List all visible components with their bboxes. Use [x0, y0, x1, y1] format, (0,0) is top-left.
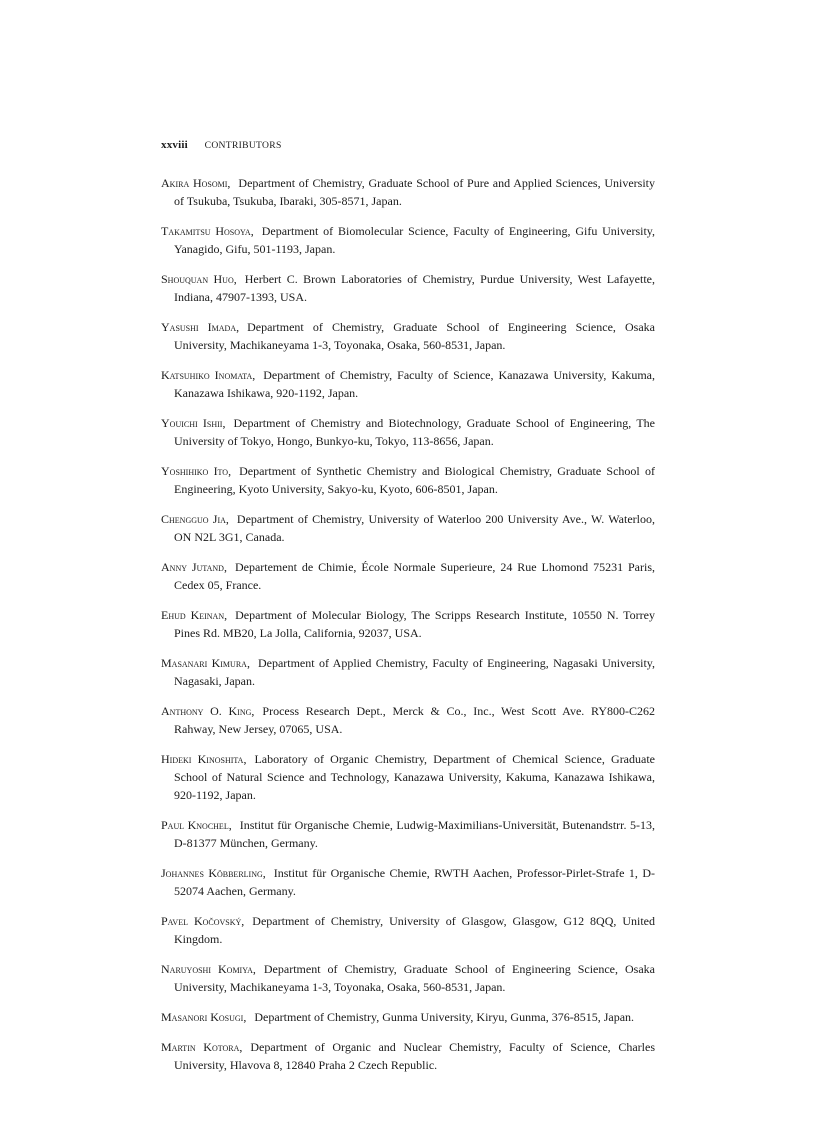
contributor-name: Masanari Kimura, — [161, 656, 250, 670]
contributor-affiliation: Department of Chemistry, Graduate School of Engineering Science, Osaka University, Machikaneyama 1-3, Toyonaka, Osaka, 560-8531, Japan. — [174, 962, 655, 994]
contributor-name: Shouquan Huo, — [161, 272, 237, 286]
contributor-entry — [161, 462, 655, 498]
contributor-entry — [161, 864, 655, 900]
contributor-entry — [161, 654, 655, 690]
contributor-name: Youichi Ishii, — [161, 416, 226, 430]
contributor-affiliation: Herbert C. Brown Laboratories of Chemistry, Purdue University, West Lafayette, Indiana, 47907-1393, USA. — [174, 272, 655, 304]
contributor-affiliation: Institut für Organische Chemie, RWTH Aachen, Professor-Pirlet-Strafe 1, D-52074 Aachen, Germany. — [174, 866, 655, 898]
contributor-affiliation: Department of Applied Chemistry, Faculty of Engineering, Nagasaki University, Nagasaki, Japan. — [174, 656, 656, 688]
contributor-name: Pavel Kočovský, — [161, 914, 245, 928]
contributor-affiliation: Department of Chemistry, University of Waterloo 200 University Ave., W. Waterloo, ON N2L 3G1, Canada. — [174, 512, 655, 544]
contributor-affiliation: Department of Molecular Biology, The Scripps Research Institute, 10550 N. Torrey Pines Rd. MB20, La Jolla, California, 92037, USA. — [174, 608, 655, 640]
contributor-affiliation: Process Research Dept., Merck & Co., Inc., West Scott Ave. RY800-C262 Rahway, New Jersey, 07065, USA. — [174, 704, 655, 736]
contributor-name: Ehud Keinan, — [161, 608, 228, 622]
contributor-entry — [161, 558, 655, 594]
contributor-entry — [161, 318, 655, 354]
contributor-name: Katsuhiko Inomata, — [161, 368, 256, 382]
contributor-affiliation: Department of Chemistry, Graduate School of Pure and Applied Sciences, University of Tsukuba, Tsukuba, Ibaraki, 305-8571, Japan. — [174, 176, 656, 208]
contributor-affiliation: Department of Biomolecular Science, Faculty of Engineering, Gifu University, Yanagido, Gifu, 501-1193, Japan. — [174, 224, 656, 256]
contributor-affiliation: Departement de Chimie, École Normale Superieure, 24 Rue Lhomond 75231 Paris, Cedex 05, France. — [174, 560, 655, 592]
contributor-affiliation: Department of Chemistry, Graduate School of Engineering Science, Osaka University, Machikaneyama 1-3, Toyonaka, Osaka, 560-8531, Japan. — [174, 320, 655, 352]
running-head — [161, 138, 655, 153]
contributor-entry — [161, 960, 655, 996]
contributor-entry — [161, 222, 655, 258]
page — [161, 138, 655, 1083]
contributor-entry — [161, 510, 655, 546]
contributor-entry — [161, 174, 655, 210]
contributor-affiliation: Department of Organic and Nuclear Chemistry, Faculty of Science, Charles University, Hlavova 8, 12840 Praha 2 Czech Republic. — [174, 1040, 655, 1072]
contributor-name: Anny Jutand, — [161, 560, 227, 574]
contributor-affiliation: Department of Chemistry and Biotechnology, Graduate School of Engineering, The University of Tokyo, Hongo, Bunkyo-ku, Tokyo, 113-8656, Japan. — [174, 416, 655, 448]
contributor-name: Johannes Köbberling, — [161, 866, 266, 880]
contributor-name: Chengguo Jia, — [161, 512, 229, 526]
contributor-affiliation: Laboratory of Organic Chemistry, Department of Chemical Science, Graduate School of Natural Science and Technology, Kanazawa University, Kakuma, Kanazawa Ishikawa, 920-1192, Japan. — [174, 752, 655, 802]
contributor-name: Akira Hosomi, — [161, 176, 231, 190]
contributor-entry — [161, 270, 655, 306]
contributor-entry — [161, 414, 655, 450]
contributor-entry — [161, 702, 655, 738]
contributor-list — [161, 174, 655, 1074]
contributor-affiliation: Department of Chemistry, University of Glasgow, Glasgow, G12 8QQ, United Kingdom. — [174, 914, 656, 946]
contributor-entry — [161, 750, 655, 804]
contributor-name: Naruyoshi Komiya, — [161, 962, 256, 976]
page-number: xxviii — [161, 139, 188, 151]
contributor-entry — [161, 1008, 655, 1026]
contributor-affiliation: Institut für Organische Chemie, Ludwig-Maximilians-Universität, Butenandstrr. 5-13, D-81377 München, Germany. — [174, 818, 655, 850]
contributor-name: Masanori Kosugi, — [161, 1010, 247, 1024]
contributor-entry — [161, 1038, 655, 1074]
section-title: CONTRIBUTORS — [204, 140, 282, 151]
contributor-name: Takamitsu Hosoya, — [161, 224, 254, 238]
contributor-name: Hideki Kinoshita, — [161, 752, 247, 766]
contributor-affiliation: Department of Chemistry, Faculty of Science, Kanazawa University, Kakuma, Kanazawa Ishikawa, 920-1192, Japan. — [174, 368, 656, 400]
contributor-entry — [161, 606, 655, 642]
contributor-affiliation: Department of Synthetic Chemistry and Biological Chemistry, Graduate School of Engineering, Kyoto University, Sakyo-ku, Kyoto, 606-8501, Japan. — [174, 464, 655, 496]
contributor-entry — [161, 816, 655, 852]
contributor-entry — [161, 366, 655, 402]
contributor-name: Paul Knochel, — [161, 818, 232, 832]
contributor-affiliation: Department of Chemistry, Gunma University, Kiryu, Gunma, 376-8515, Japan. — [254, 1010, 635, 1024]
contributor-name: Yasushi Imada, — [161, 320, 240, 334]
contributor-entry — [161, 912, 655, 948]
contributor-name: Yoshihiko Ito, — [161, 464, 232, 478]
contributor-name: Anthony O. King, — [161, 704, 255, 718]
contributor-name: Martin Kotora, — [161, 1040, 243, 1054]
